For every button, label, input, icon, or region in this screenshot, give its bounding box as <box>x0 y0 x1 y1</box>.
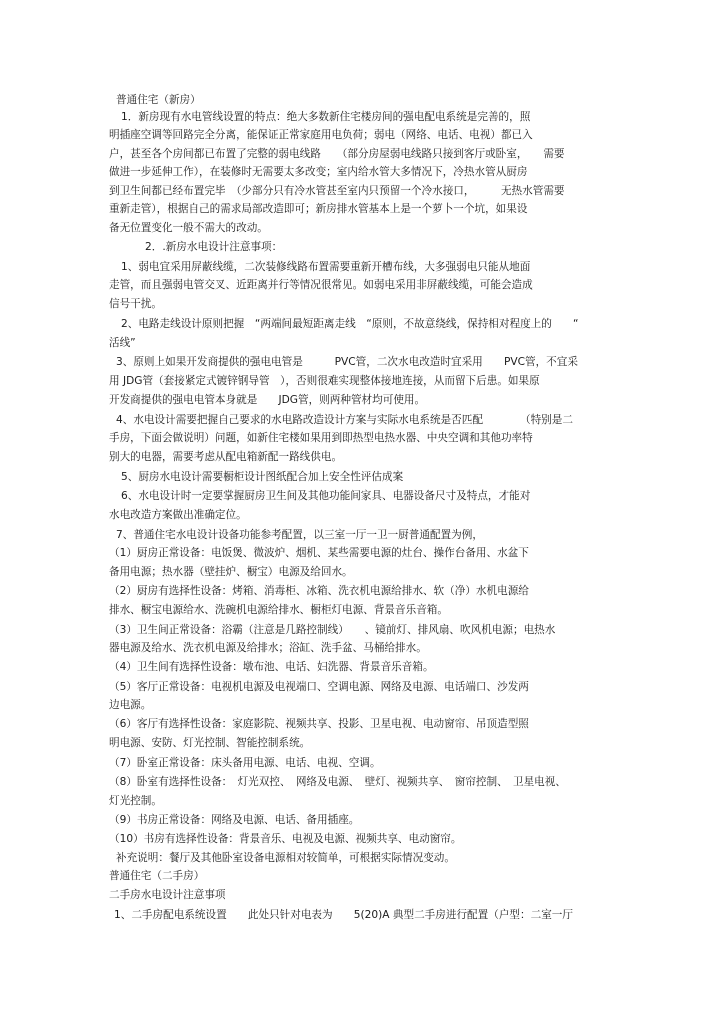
paragraph-line: 户，甚至各个房间都已布置了完整的弱电线路 （部分房屋弱电线路只接到客厅或卧室， 需要 <box>109 148 565 160</box>
list-item-line: （4）卫生间有选择性设备：墩布池、电话、妇洗器、背景音乐音箱。 <box>109 661 434 673</box>
list-item-line: （8）卧室有选择性设备： 灯光双控、 网络及电源、 壁灯、视频共享、 窗帘控制、 卫星电视、 <box>109 776 566 788</box>
list-item-line: （9）书房正常设备：网络及电源、电话、备用插座。 <box>109 814 360 826</box>
paragraph-line: 备无位置变化一般不需大的改动。 <box>109 222 268 234</box>
paragraph-line: 信号干扰。 <box>109 298 162 310</box>
paragraph-line: 用 JDG管（套接紧定式镀锌钢导管 ），否则很难实现整体接地连接，从而留下后患。如果原 <box>109 375 540 387</box>
paragraph-line: 4、水电设计需要把握自己要求的水电路改造设计方案与实际水电系统是否匹配 （特别是二 <box>116 414 573 426</box>
paragraph-line: 手房，下面会做说明）问题，如新住宅楼如果用到即热型电热水器、中央空调和其他功率特 <box>109 432 533 444</box>
list-item-line: （5）客厅正常设备：电视机电源及电视端口、空调电源、网络及电源、电话端口、沙发两 <box>109 681 529 693</box>
paragraph-line: 到卫生间都已经布置完毕 （少部分只有冷水管甚至室内只预留一个冷水接口， 无热水管需要 <box>109 185 565 197</box>
section-heading-second-hand: 普通住宅（二手房） <box>109 870 205 882</box>
paragraph-line: 5、厨房水电设计需要橱柜设计图纸配合加上安全性评估成案 <box>121 471 404 483</box>
list-item-line: （3）卫生间正常设备：浴霸（注意是几路控制线） 、镜前灯、排风扇、吹风机电源；电热水 <box>109 624 556 636</box>
section-heading-new-house: 普通住宅（新房） <box>116 94 201 106</box>
paragraph-line: 1．新房现有水电管线设置的特点：绝大多数新住宅楼房间的强电配电系统是完善的，照 <box>121 111 531 123</box>
paragraph-line: 活线” <box>109 337 136 349</box>
paragraph-line: 重新走管），根据自己的需求局部改造即可；新房排水管基本上是一个萝卜一个坑，如果设 <box>109 203 528 215</box>
paragraph-line: 明插座空调等回路完全分离，能保证正常家庭用电负荷；弱电（网络、电话、电视）都已入 <box>109 129 533 141</box>
list-item-line: （7）卧室正常设备：床头备用电源、电话、电视、空调。 <box>109 757 381 769</box>
paragraph-line: 走管，而且强弱电管交叉、近距离并行等情况很常见。如弱电采用非屏蔽线缆，可能会造成 <box>109 279 533 291</box>
paragraph-line: 1、二手房配电系统设置 此处只针对电表为 5(20)A 典型二手房进行配置（户型：二室一厅 <box>114 909 573 921</box>
list-item-line: 器电源及给水、洗衣机电源及给排水；浴缸、洗手盆、马桶给排水。 <box>109 642 427 654</box>
list-item-line: 边电源。 <box>109 699 152 711</box>
list-item-line: （10）书房有选择性设备：背景音乐、电视及电源、视频共享、电动窗帘。 <box>109 833 462 845</box>
list-item-line: （1）厨房正常设备：电饭煲、微波炉、烟机、某些需要电源的灶台、操作台备用、水盆下 <box>109 547 529 559</box>
paragraph-line: 1、弱电宜采用屏蔽线缆，二次装修线路布置需要重新开槽布线，大多强弱电只能从地面 <box>121 261 531 273</box>
supplement-note: 补充说明：餐厅及其他卧室设备电源相对较简单，可根据实际情况变动。 <box>116 852 455 864</box>
list-item-line: 灯光控制。 <box>109 795 162 807</box>
paragraph-line: 3、原则上如果开发商提供的强电电管是 PVC管，二次水电改造时宜采用 PVC管，不宜采 <box>116 356 578 368</box>
list-item-line: 备用电源；热水器（壁挂炉、橱宝）电源及给回水。 <box>109 566 353 578</box>
paragraph-line: 7、普通住宅水电设计设备功能参考配置，以三室一厅一卫一厨普通配置为例， <box>116 529 483 541</box>
paragraph-line: 2、电路走线设计原则把握 “两端间最短距离走线 “原则，不故意绕线，保持相对程度上的 “ <box>121 318 579 330</box>
list-item-line: （6）客厅有选择性设备：家庭影院、视频共享、投影、卫星电视、电动窗帘、吊顶造型照 <box>109 718 529 730</box>
paragraph-line: 水电改造方案做出准确定位。 <box>109 509 247 521</box>
paragraph-line: 做进一步延伸工作），在装修时无需要太多改变；室内给水管大多情况下，冷热水管从厨房 <box>109 166 528 178</box>
list-item-line: 排水、橱宝电源给水、洗碗机电源给排水、橱柜灯电源、背景音乐音箱。 <box>109 604 448 616</box>
list-item-line: （2）厨房有选择性设备：烤箱、消毒柜、冰箱、洗衣机电源给排水、软（净）水机电源给 <box>109 585 529 597</box>
paragraph-line: 6、水电设计时一定要掌握厨房卫生间及其他功能间家具、电器设备尺寸及特点，才能对 <box>121 490 531 502</box>
subheading-second-hand-notes: 二手房水电设计注意事项 <box>109 889 226 901</box>
list-item-line: 明电源、安防、灯光控制、智能控制系统。 <box>109 737 311 749</box>
paragraph-line: 开发商提供的强电电管本身就是 JDG管，则两种管材均可使用。 <box>109 394 426 406</box>
subheading-new-house-notes: 2．.新房水电设计注意事项： <box>145 241 283 253</box>
paragraph-line: 别大的电器，需要考虑从配电箱新配一路线供电。 <box>109 451 343 463</box>
